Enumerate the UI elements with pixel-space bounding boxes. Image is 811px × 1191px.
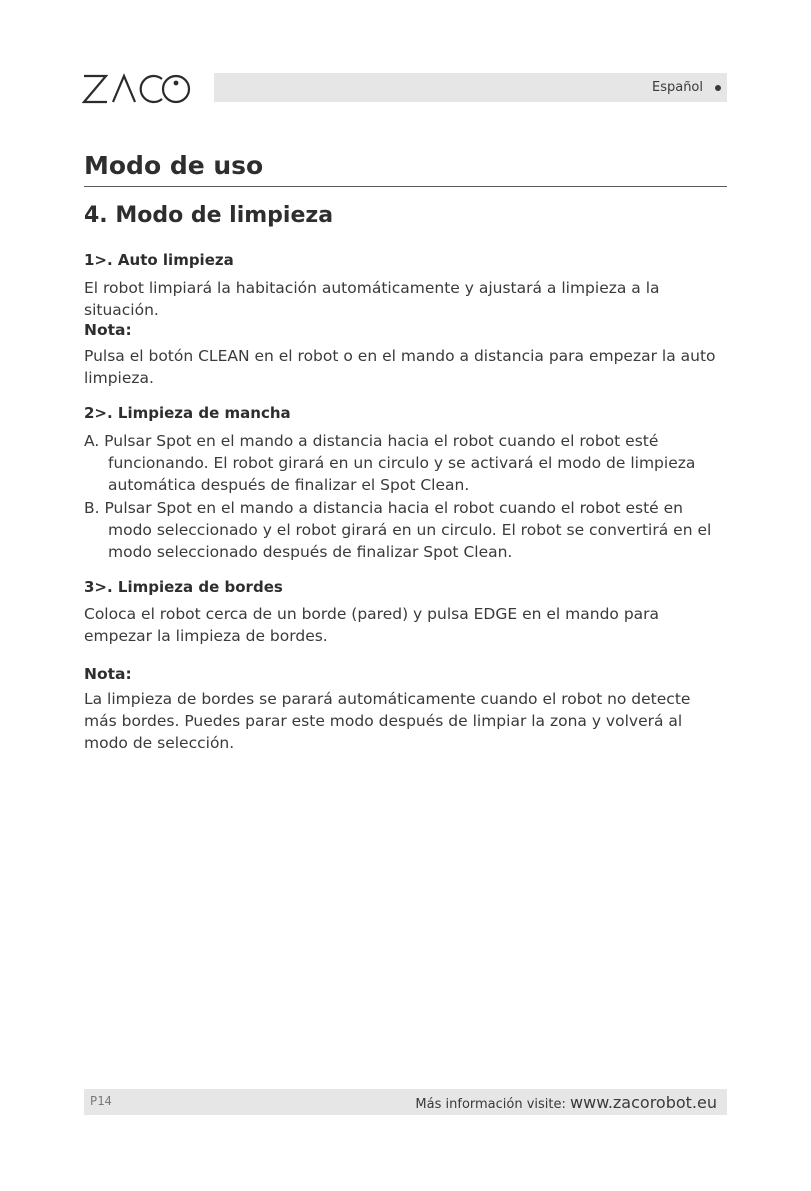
auto-cleaning-text: El robot limpiará la habitación automáticamente y ajustará a limpieza a la situación. [84, 279, 660, 319]
edge-cleaning-title: 3>. Limpieza de bordes [84, 578, 283, 596]
more-info [415, 1093, 717, 1112]
page-number: P14 [90, 1094, 112, 1108]
website-link[interactable]: www.zacorobot.eu [570, 1093, 717, 1112]
section-title: Modo de uso [84, 151, 264, 180]
section-divider [84, 186, 727, 187]
auto-note-label: Nota: [84, 321, 132, 339]
edge-cleaning-text: Coloca el robot cerca de un borde (pared) y pulsa EDGE en el mando para empezar la limpieza de bordes. [84, 605, 660, 645]
bullet-icon [715, 85, 721, 91]
spot-cleaning-title: 2>. Limpieza de mancha [84, 404, 291, 422]
auto-cleaning-title: 1>. Auto limpieza [84, 251, 234, 269]
edge-note-label: Nota: [84, 665, 132, 683]
language-label: Español [651, 80, 703, 95]
more-info-label: Más información visite: [415, 1097, 566, 1112]
auto-note-text: Pulsa el botón CLEAN en el robot o en el mando a distancia para empezar la auto limpieza. [84, 347, 716, 387]
spot-item-b: B. Pulsar Spot en el mando a distancia hacia el robot cuando el robot esté en modo seleccionado y el robot girará en un circulo. El robot se convertirá en el modo seleccionado después de finalizar Spot Clean. [84, 499, 712, 561]
zaco-logo-mark [82, 68, 192, 108]
zaco-logo [82, 68, 192, 108]
spot-item-a: A. Pulsar Spot en el mando a distancia hacia el robot cuando el robot esté funcionando. El robot girará en un circulo y se activará el modo de limpieza automática después de finalizar el Spot Clean. [84, 432, 696, 494]
language-bar [214, 73, 727, 102]
footer-bar [84, 1089, 727, 1115]
page-heading: 4. Modo de limpieza [84, 203, 334, 228]
edge-note-text: La limpieza de bordes se parará automáticamente cuando el robot no detecte más bordes. Puedes parar este modo después de limpiar la zona y volverá al modo de selección. [84, 690, 691, 752]
